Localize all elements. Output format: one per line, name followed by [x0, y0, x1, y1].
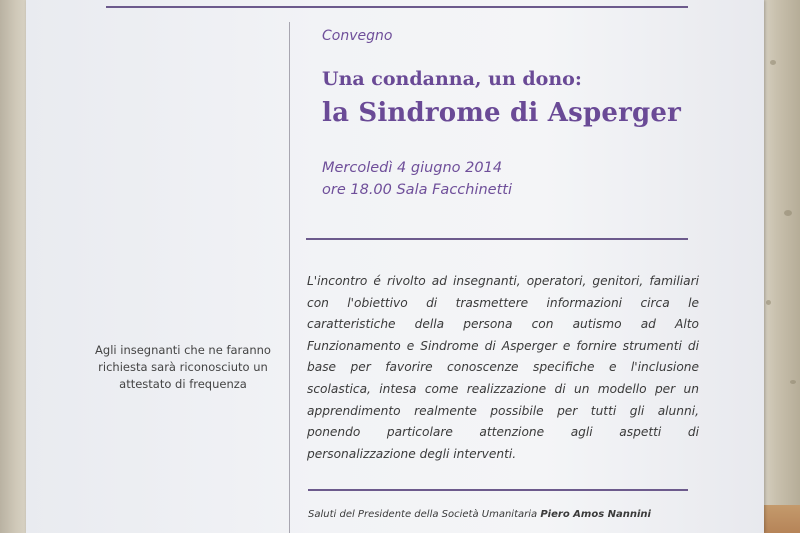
event-title-line2: la Sindrome di Asperger: [322, 98, 682, 128]
wall-left: [0, 0, 26, 533]
event-time-place: ore 18.00 Sala Facchinetti: [322, 182, 512, 198]
description-line: Funzionamento e Sindrome di Asperger e fornire strumenti di: [307, 338, 699, 353]
president-name: Piero Amos Nannini: [540, 509, 651, 520]
description-line: caratteristiche della persona con autismo ad Alto: [307, 317, 699, 332]
description-line: con l'obiettivo di trasmettere informazioni circa le: [307, 295, 699, 310]
footer-rule: [308, 489, 688, 491]
description-line: base per favorire conoscenze specifiche e l'inclusione: [307, 360, 699, 375]
top-rule: [106, 6, 688, 8]
description-line: ponendo particolare attenzione agli aspetti di: [307, 425, 699, 440]
attendance-note-line: attestato di frequenza: [119, 377, 247, 391]
greetings-footer: [308, 509, 651, 520]
event-title-line1: Una condanna, un dono:: [322, 68, 582, 90]
wall-right: [760, 0, 800, 533]
column-divider: [289, 22, 290, 533]
attendance-note-line: richiesta sarà riconosciuto un: [98, 360, 268, 374]
description-line: apprendimento realmente possibile per tutti gli alunni,: [307, 403, 699, 418]
footer-prefix: Saluti del Presidente della Società Umanitaria: [308, 509, 541, 520]
poster: [26, 0, 764, 533]
attendance-note-line: Agli insegnanti che ne faranno: [95, 343, 271, 357]
event-description: [307, 271, 699, 465]
description-line: personalizzazione degli interventi.: [307, 446, 517, 461]
attendance-note: [78, 342, 288, 393]
section-rule: [306, 238, 688, 240]
event-label: Convegno: [322, 28, 393, 44]
description-line: L'incontro é rivolto ad insegnanti, operatori, genitori, familiari: [307, 274, 699, 288]
description-line: scolastica, intesa come realizzazione di un modello per un: [307, 381, 699, 396]
event-date: Mercoledì 4 giugno 2014: [322, 160, 503, 176]
